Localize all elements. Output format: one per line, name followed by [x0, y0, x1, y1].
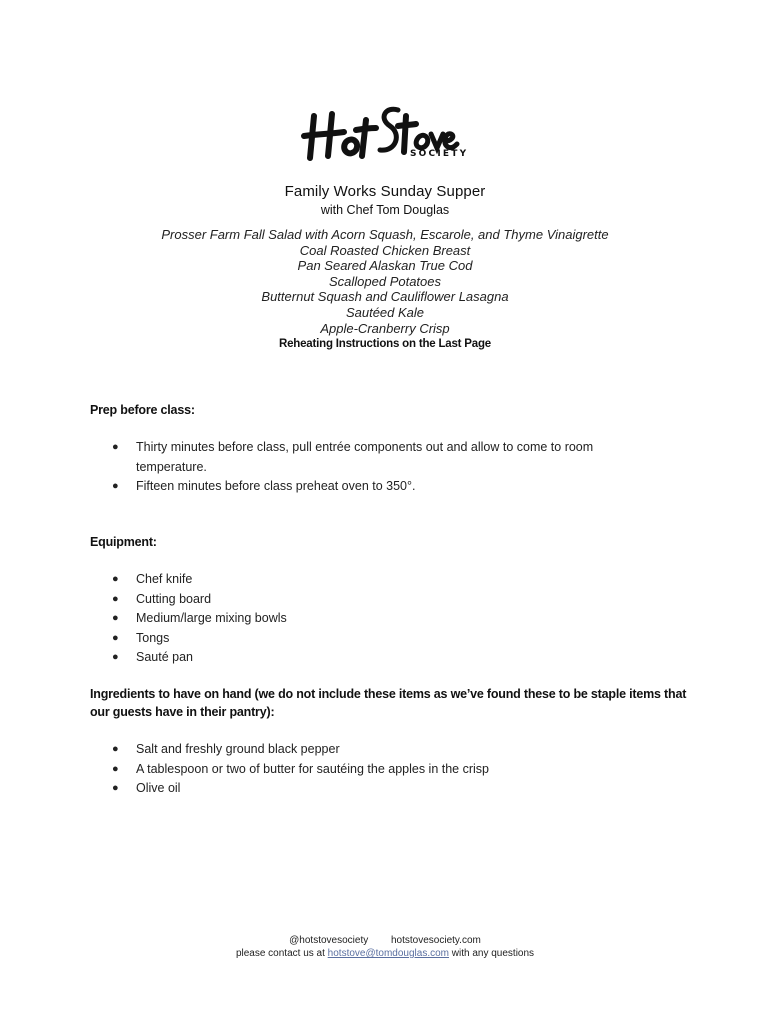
list-item	[90, 779, 630, 799]
list-item-text: Tongs	[136, 630, 170, 645]
list-item	[90, 438, 630, 477]
prep-heading: Prep before class:	[90, 403, 195, 417]
social-handle: @hotstovesociety	[289, 935, 369, 946]
list-item-text: Olive oil	[136, 781, 181, 795]
bullet-icon: ●	[112, 573, 119, 585]
list-item	[90, 570, 630, 590]
bullet-icon: ●	[112, 782, 119, 794]
menu-item: Butternut Squash and Cauliflower Lasagna	[261, 289, 509, 305]
chef-subtitle: with Chef Tom Douglas	[320, 203, 450, 217]
list-item	[90, 740, 630, 760]
contact-prefix: please contact us at	[235, 948, 325, 959]
menu-list	[0, 227, 770, 336]
list-item	[90, 760, 630, 780]
menu-item: Sautéed Kale	[345, 304, 425, 320]
bullet-icon: ●	[112, 631, 119, 644]
menu-item: Apple-Cranberry Crisp	[320, 320, 450, 336]
website-text: hotstovesociety.com	[391, 935, 481, 946]
ingredients-list	[90, 740, 630, 799]
list-item-text: Cutting board	[136, 591, 212, 606]
reheating-note: Reheating Instructions on the Last Page	[278, 338, 491, 350]
bullet-icon: ●	[112, 762, 119, 775]
list-item-text: Salt and freshly ground black pepper	[136, 742, 340, 756]
menu-item: Scalloped Potatoes	[328, 273, 442, 289]
bullet-icon: ●	[112, 480, 119, 492]
menu-item: Prosser Farm Fall Salad with Acorn Squash, Escarole, and Thyme Vinaigrette	[161, 227, 609, 242]
list-item-text: Chef knife	[136, 572, 193, 586]
list-item	[90, 590, 630, 610]
list-item	[90, 609, 630, 629]
list-item-text: Sauté pan	[136, 650, 193, 664]
menu-item: Pan Seared Alaskan True Cod	[297, 258, 473, 274]
ingredients-heading: Ingredients to have on hand (we do not include these items as we’ve found these to be staple items that our guests have in their pantry):	[90, 687, 687, 719]
menu-item: Coal Roasted Chicken Breast	[299, 242, 471, 258]
contact-suffix: with any questions	[451, 948, 535, 959]
list-item-text: Thirty minutes before class, pull entrée components out and allow to come to room temperature.	[136, 440, 594, 474]
list-item-text: A tablespoon or two of butter for sautéing the apples in the crisp	[136, 761, 489, 776]
list-item-text: Medium/large mixing bowls	[136, 611, 287, 625]
svg-text:SOCIETY: SOCIETY	[410, 149, 469, 159]
bullet-icon: ●	[112, 743, 119, 755]
hot-stove-society-logo	[300, 94, 470, 174]
document-title: Family Works Sunday Supper	[284, 183, 486, 200]
bullet-icon: ●	[112, 651, 119, 663]
equipment-heading: Equipment:	[90, 535, 157, 549]
equipment-list	[90, 570, 630, 668]
prep-list	[90, 438, 630, 497]
list-item	[90, 477, 630, 497]
list-item	[90, 648, 630, 668]
bullet-icon: ●	[112, 612, 119, 624]
bullet-icon: ●	[112, 441, 119, 453]
list-item	[90, 629, 630, 649]
footer-contact-line	[0, 947, 770, 960]
list-item-text: Fifteen minutes before class preheat oven to 350°.	[136, 479, 416, 493]
page-footer	[0, 934, 770, 960]
email-link[interactable]: hotstove@tomdouglas.com	[327, 948, 449, 959]
bullet-icon: ●	[112, 592, 119, 605]
footer-social-line	[0, 934, 770, 947]
